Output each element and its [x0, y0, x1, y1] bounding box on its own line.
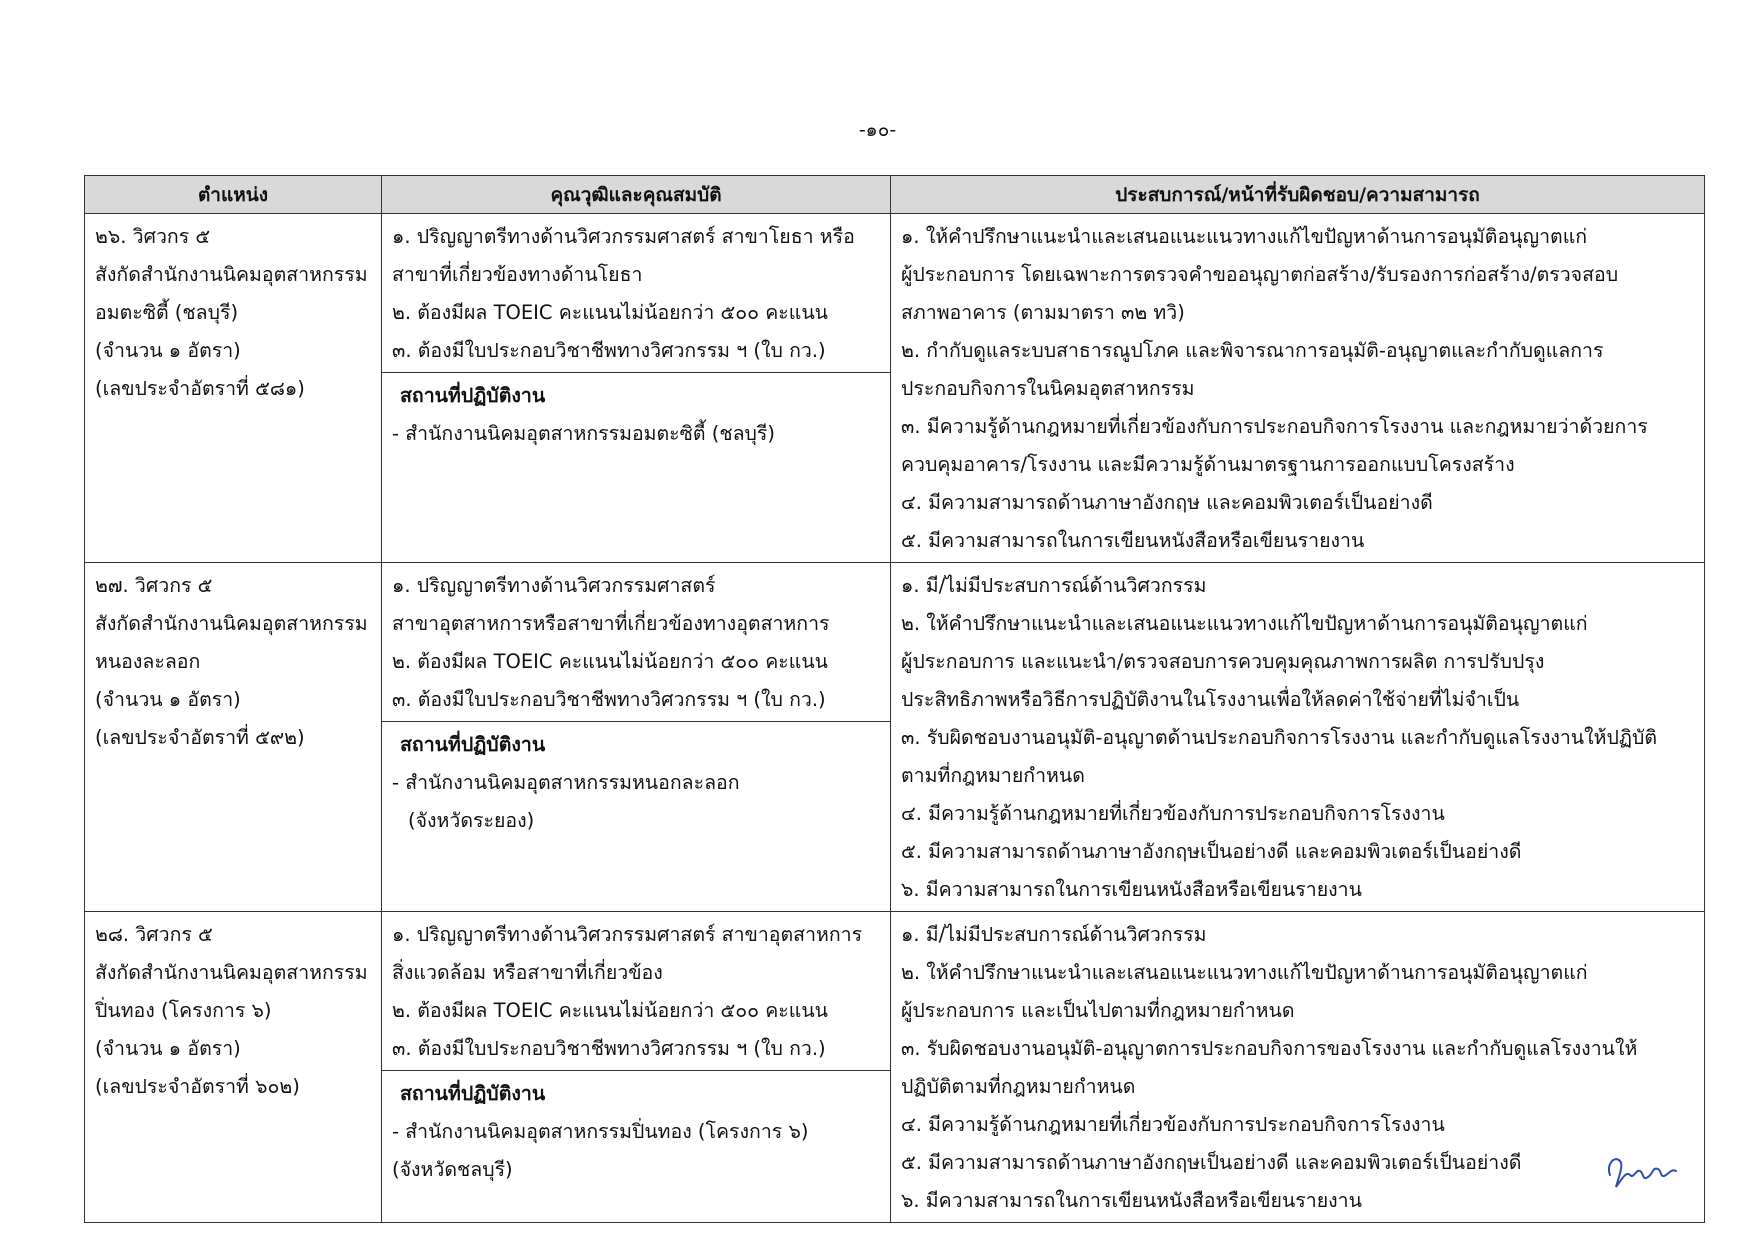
location-heading: สถานที่ปฏิบัติงาน [400, 1082, 546, 1105]
experience-line: ๑. มี/ไม่มีประสบการณ์ด้านวิศวกรรม [901, 574, 1207, 597]
experience-line: ๔. มีความรู้ด้านกฎหมายที่เกี่ยวข้องกับการประกอบกิจการโรงงาน [901, 1113, 1445, 1136]
qualification-line: ๓. ต้องมีใบประกอบวิชาชีพทางวิศวกรรม ฯ (ใบ กว.) [392, 339, 826, 362]
position-line: ๒๖. วิศวกร ๕ [95, 225, 211, 248]
experience-line: ปฏิบัติตามที่กฎหมายกำหนด [901, 1075, 1136, 1098]
location-line: - สำนักงานนิคมอุตสาหกรรมปิ่นทอง (โครงการ ๖) [392, 1120, 809, 1143]
qualification-cell [382, 214, 891, 563]
qualification-line: ๓. ต้องมีใบประกอบวิชาชีพทางวิศวกรรม ฯ (ใบ กว.) [392, 688, 826, 711]
position-line: (จำนวน ๑ อัตรา) [95, 1037, 241, 1060]
experience-line: ๑. มี/ไม่มีประสบการณ์ด้านวิศวกรรม [901, 923, 1207, 946]
experience-line: ผู้ประกอบการ และเป็นไปตามที่กฎหมายกำหนด [901, 999, 1295, 1022]
experience-line: ประกอบกิจการในนิคมอุตสาหกรรม [901, 377, 1195, 400]
qualification-line: ๒. ต้องมีผล TOEIC คะแนนไม่น้อยกว่า ๕๐๐ คะแนน [392, 650, 829, 673]
positions-table [84, 175, 1705, 1223]
qualification-line: ๑. ปริญญาตรีทางด้านวิศวกรรมศาสตร์ สาขาอุตสาหการ [392, 923, 863, 946]
position-line: สังกัดสำนักงานนิคมอุตสาหกรรม [95, 961, 368, 984]
experience-line: ๕. มีความสามารถด้านภาษาอังกฤษเป็นอย่างดี และคอมพิวเตอร์เป็นอย่างดี [901, 1151, 1522, 1174]
location-line: - สำนักงานนิคมอุตสาหกรรมหนอกละลอก [392, 771, 740, 794]
experience-line: ผู้ประกอบการ โดยเฉพาะการตรวจคำขออนุญาตก่อสร้าง/รับรองการก่อสร้าง/ตรวจสอบ [901, 263, 1619, 286]
experience-line: ๖. มีความสามารถในการเขียนหนังสือหรือเขียนรายงาน [901, 878, 1362, 901]
signature-stroke [1609, 1159, 1676, 1187]
header-qualifications: คุณวุฒิและคุณสมบัติ [382, 176, 891, 214]
location-line: - สำนักงานนิคมอุตสาหกรรมอมตะซิตี้ (ชลบุรี) [392, 422, 775, 445]
experience-line: สภาพอาคาร (ตามมาตรา ๓๒ ทวิ) [901, 301, 1185, 324]
position-line: สังกัดสำนักงานนิคมอุตสาหกรรม [95, 263, 368, 286]
experience-cell [891, 214, 1705, 563]
table-header-row [85, 176, 1705, 214]
position-line: (เลขประจำอัตราที่ ๕๘๑) [95, 377, 305, 400]
position-line: (เลขประจำอัตราที่ ๕๙๒) [95, 726, 305, 749]
position-line: สังกัดสำนักงานนิคมอุตสาหกรรม [95, 612, 368, 635]
experience-line: ๓. รับผิดชอบงานอนุมัติ-อนุญาตการประกอบกิจการของโรงงาน และกำกับดูแลโรงงานให้ [901, 1037, 1638, 1060]
experience-line: ๒. ให้คำปรึกษาแนะนำและเสนอแนะแนวทางแก้ไขปัญหาด้านการอนุมัติอนุญาตแก่ [901, 612, 1588, 635]
header-experience: ประสบการณ์/หน้าที่รับผิดชอบ/ความสามารถ [891, 176, 1705, 214]
handwritten-signature [1600, 1145, 1680, 1195]
position-line: หนองละลอก [95, 650, 201, 673]
experience-line: ๒. ให้คำปรึกษาแนะนำและเสนอแนะแนวทางแก้ไขปัญหาด้านการอนุมัติอนุญาตแก่ [901, 961, 1588, 984]
experience-line: ๕. มีความสามารถในการเขียนหนังสือหรือเขียนรายงาน [901, 529, 1365, 552]
position-cell [85, 912, 382, 1223]
qualification-line: สาขาที่เกี่ยวข้องทางด้านโยธา [392, 263, 643, 286]
location-line: (จังหวัดระยอง) [408, 809, 535, 832]
experience-line: ผู้ประกอบการ และแนะนำ/ตรวจสอบการควบคุมคุณภาพการผลิต การปรับปรุง [901, 650, 1545, 673]
experience-cell [891, 563, 1705, 912]
qualification-line: ๒. ต้องมีผล TOEIC คะแนนไม่น้อยกว่า ๕๐๐ คะแนน [392, 999, 829, 1022]
location-line: (จังหวัดชลบุรี) [392, 1158, 513, 1181]
experience-line: ๓. มีความรู้ด้านกฎหมายที่เกี่ยวข้องกับการประกอบกิจการโรงงาน และกฎหมายว่าด้วยการ [901, 415, 1648, 438]
experience-line: ตามที่กฎหมายกำหนด [901, 764, 1085, 787]
experience-line: ๕. มีความสามารถด้านภาษาอังกฤษเป็นอย่างดี และคอมพิวเตอร์เป็นอย่างดี [901, 840, 1522, 863]
experience-line: ๔. มีความสามารถด้านภาษาอังกฤษ และคอมพิวเตอร์เป็นอย่างดี [901, 491, 1433, 514]
qualification-line: ๑. ปริญญาตรีทางด้านวิศวกรรมศาสตร์ [392, 574, 716, 597]
position-cell [85, 214, 382, 563]
position-line: อมตะซิตี้ (ชลบุรี) [95, 301, 239, 324]
qualification-line: ๑. ปริญญาตรีทางด้านวิศวกรรมศาสตร์ สาขาโยธา หรือ [392, 225, 855, 248]
position-line: ๒๗. วิศวกร ๕ [95, 574, 213, 597]
experience-line: ควบคุมอาคาร/โรงงาน และมีความรู้ด้านมาตรฐานการออกแบบโครงสร้าง [901, 453, 1515, 476]
table-row [85, 912, 1705, 1223]
location-heading: สถานที่ปฏิบัติงาน [400, 384, 546, 407]
position-line: (จำนวน ๑ อัตรา) [95, 339, 241, 362]
experience-line: ๔. มีความรู้ด้านกฎหมายที่เกี่ยวข้องกับการประกอบกิจการโรงงาน [901, 802, 1445, 825]
position-line: ๒๘. วิศวกร ๕ [95, 923, 213, 946]
qualification-cell [382, 912, 891, 1223]
qualification-line: ๓. ต้องมีใบประกอบวิชาชีพทางวิศวกรรม ฯ (ใบ กว.) [392, 1037, 826, 1060]
location-heading: สถานที่ปฏิบัติงาน [400, 733, 546, 756]
experience-line: ประสิทธิภาพหรือวิธีการปฏิบัติงานในโรงงานเพื่อให้ลดค่าใช้จ่ายที่ไม่จำเป็น [901, 688, 1520, 711]
qualification-line: สาขาอุตสาหการหรือสาขาที่เกี่ยวข้องทางอุตสาหการ [392, 612, 830, 635]
position-line: (เลขประจำอัตราที่ ๖๐๒) [95, 1075, 300, 1098]
qualification-line: ๒. ต้องมีผล TOEIC คะแนนไม่น้อยกว่า ๕๐๐ คะแนน [392, 301, 829, 324]
position-line: (จำนวน ๑ อัตรา) [95, 688, 241, 711]
experience-line: ๑. ให้คำปรึกษาแนะนำและเสนอแนะแนวทางแก้ไขปัญหาด้านการอนุมัติอนุญาตแก่ [901, 225, 1588, 248]
experience-line: ๒. กำกับดูแลระบบสาธารณูปโภค และพิจารณาการอนุมัติ-อนุญาตและกำกับดูแลการ [901, 339, 1604, 362]
table-row [85, 214, 1705, 563]
page-number: -๑๐- [858, 119, 897, 141]
header-position: ตำแหน่ง [85, 176, 382, 214]
qualification-line: สิ่งแวดล้อม หรือสาขาที่เกี่ยวข้อง [392, 961, 663, 984]
experience-line: ๓. รับผิดชอบงานอนุมัติ-อนุญาตด้านประกอบกิจการโรงงาน และกำกับดูแลโรงงานให้ปฏิบัติ [901, 726, 1658, 749]
position-line: ปิ่นทอง (โครงการ ๖) [95, 999, 272, 1022]
position-cell [85, 563, 382, 912]
table-row [85, 563, 1705, 912]
experience-line: ๖. มีความสามารถในการเขียนหนังสือหรือเขียนรายงาน [901, 1189, 1362, 1212]
qualification-cell [382, 563, 891, 912]
experience-cell [891, 912, 1705, 1223]
